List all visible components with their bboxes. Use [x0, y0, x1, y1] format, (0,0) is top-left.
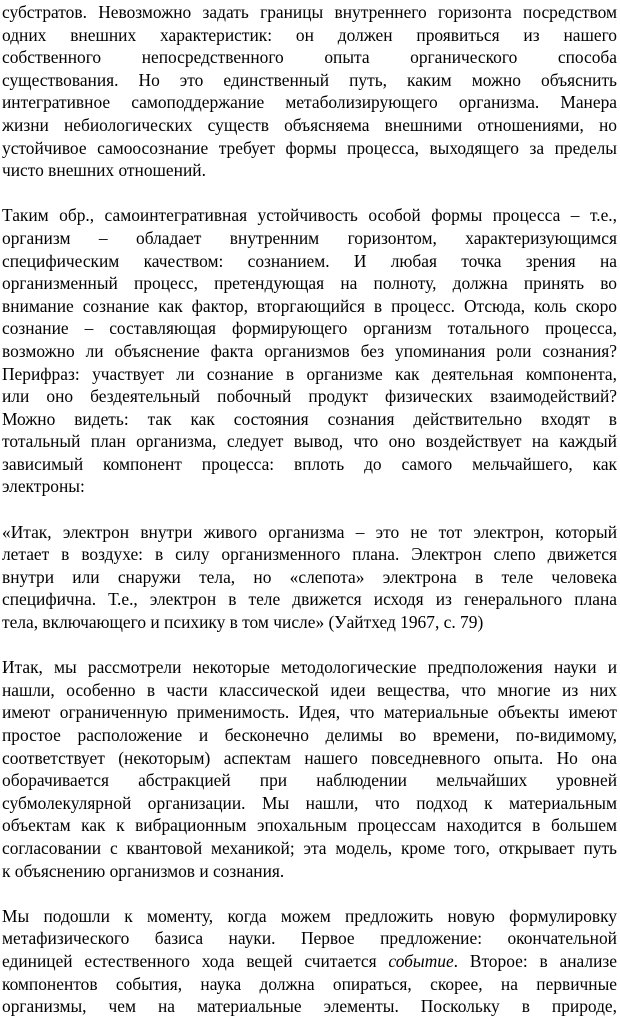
text-line: или оно бездеятельный побочный продукт физических взаимодействий? — [2, 386, 617, 407]
text-line: простое расположение и бесконечно делимы во времени, по-видимому, — [2, 725, 617, 745]
text-line: существования. Но это единственный путь, каким можно объяснить — [2, 69, 617, 90]
text-line: сознание – составляющая формирующего организм тотального процесса, — [2, 318, 617, 339]
text-line: Итак, мы рассмотрели некоторые методологические предположения науки и — [2, 657, 617, 678]
paragraph-2 — [2, 204, 617, 498]
quote-paragraph — [2, 521, 617, 634]
text-line: чисто внешних отношений. — [2, 160, 206, 181]
text-line: нашли, особенно в части классической идеи вещества, что многие из них — [2, 679, 617, 700]
text-line: организменный процесс, претендующая на полноту, должна принять во — [2, 273, 617, 294]
text-line: имеют ограниченную применимость. Идея, что материальные объекты имеют — [2, 702, 617, 723]
text-line: объектам как к вибрационным эпохальным процессам находится в большем — [2, 815, 617, 836]
document-page — [2, 1, 617, 1018]
text-line: внимание сознание как фактор, вторгающийся в процесс. Отсюда, коль скоро — [2, 295, 617, 316]
text-line: субмолекулярной организации. Мы нашли, что подход к материальным — [2, 792, 617, 813]
text-line: возможно ли объяснение факта организмов без упоминания роли сознания? — [2, 340, 617, 361]
text-line: Мы подошли к моменту, когда можем предложить новую формулировку — [2, 905, 617, 926]
text-line: «Итак, электрон внутри живого организма – это не тот электрон, который — [2, 521, 617, 542]
text-line: устойчивое самоосознание требует формы процесса, выходящего за пределы — [2, 137, 617, 158]
text-segment: . Второе: в анализе — [453, 950, 617, 971]
text-line: интегративное самоподдержание метаболизирующего организма. Манера — [2, 92, 617, 113]
text-line: специфическим качеством: сознанием. И любая точка зрения на — [2, 250, 617, 271]
text-line: к объяснению организмов и сознания. — [2, 860, 285, 881]
text-line: жизни небиологических существ объясняема внешними отношениями, но — [2, 114, 617, 135]
text-line: тела, включающего и психику в том числе» (Уайтхед 1967, с. 79) — [2, 612, 484, 633]
emphasized-term: событие — [388, 950, 454, 971]
text-line: летает в воздухе: в силу организменного плана. Электрон слепо движется — [2, 544, 617, 565]
paragraph-5 — [2, 905, 617, 1018]
text-segment: единицей естественного хода вещей считается — [2, 950, 389, 971]
paragraph-1 — [2, 1, 617, 182]
text-line: организм – обладает внутренним горизонтом, характеризующимся — [2, 227, 617, 248]
text-line: организмы, чем на материальные элементы. Поскольку в природе, — [2, 996, 617, 1017]
text-line: специфична. Т.е., электрон в теле движется исходя из генерального плана — [2, 589, 617, 610]
text-line: Можно видеть: так как состояния сознания действительно входят в — [2, 408, 617, 429]
text-line: оборачивается абстракцией при наблюдении мельчайших уровней — [2, 770, 617, 791]
text-line: тотальный план организма, следует вывод, что оно воздействует на каждый — [2, 431, 617, 452]
text-line: зависимый компонент процесса: вплоть до самого мельчайшего, как — [2, 453, 617, 474]
text-line: одних внешних характеристик: он должен проявиться из нашего — [2, 24, 617, 45]
text-line: внутри или снаружи тела, но «слепота» электрона в теле человека — [2, 566, 617, 587]
text-line: компонентов события, наука должна опираться, скорее, на первичные — [2, 973, 617, 994]
paragraph-4 — [2, 656, 617, 882]
text-line: электроны: — [2, 476, 85, 497]
text-line — [2, 950, 617, 973]
text-line: субстратов. Невозможно задать границы внутреннего горизонта посредством — [2, 2, 617, 22]
text-line: метафизического базиса науки. Первое предложение: окончательной — [2, 928, 617, 949]
text-line: Таким обр., самоинтегративная устойчивость особой формы процесса – т.е., — [2, 205, 617, 226]
text-line: согласовании с квантовой механикой; эта модель, кроме того, открывает путь — [2, 837, 617, 858]
text-line: собственного непосредственного опыта органического способа — [2, 47, 617, 68]
text-line: Перифраз: участвует ли сознание в организме как деятельная компонента, — [2, 363, 617, 384]
text-line: соответствует (некоторым) аспектам нашего повседневного опыта. Но она — [2, 747, 617, 768]
